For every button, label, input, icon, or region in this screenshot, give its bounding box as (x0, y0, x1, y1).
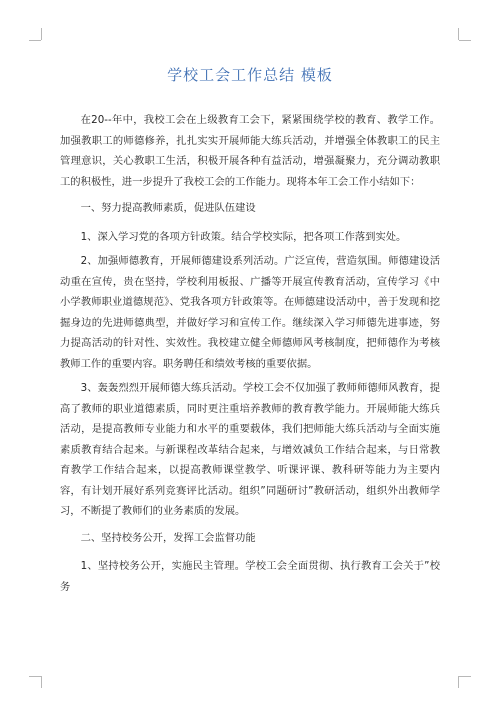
crop-mark-top-right-horizontal (459, 40, 471, 41)
crop-mark-top-left-horizontal (29, 40, 41, 41)
crop-mark-top-right-vertical (458, 28, 459, 40)
section-heading-2: 二、坚持校务公开，发挥工会监督功能 (80, 531, 256, 544)
document-title: 学校工会工作总结 模板 (167, 66, 333, 84)
crop-mark-bottom-left-vertical (41, 676, 42, 688)
document-body (60, 110, 440, 601)
crop-mark-bottom-left-horizontal (29, 676, 41, 677)
paragraph-1-1: 1、深入学习党的各项方针政策。结合学校实际，把各项工作落到实处。 (80, 230, 407, 243)
intro-paragraph: 在20--年中，我校工会在上级教育工会下，紧紧围绕学校的教育、教学工作。加强教职工的师德修养，扎扎实实开展师能大练兵活动，并增强全体教职工的民主管理意识，关心教职工生活，积极开展各种有益活动，增强凝聚力，充分调动教职工的积极性，进一步提升了我校工会的工作能力。现将本年工会工作小结如下： (60, 114, 440, 188)
crop-mark-bottom-right-vertical (458, 676, 459, 688)
section-heading-1: 一、努力提高教师素质，促进队伍建设 (80, 202, 256, 214)
paragraph-1-3: 3、轰轰烈烈开展师德大练兵活动。学校工会不仅加强了教师师德师风教育，提高了教师的职业道德素质，同时更注重培养教师的教育教学能力。开展师能大练兵活动，是提高教师专业能力和水平的重要载体，我们把师能大练兵活动与全面实施素质教育结合起来。与新课程改革结合起来，与增效减负工作结合起来，与日常教育教学工作结合起来，以提高教师课堂教学、听课评课、教科研等能力为主要内容，有计划开展好系列竞赛评比活动。组织”同题研讨”教研活动，组织外出教师学习，不断提了教师们的业务素质的发展。 (60, 382, 440, 517)
crop-mark-bottom-right-horizontal (459, 676, 471, 677)
crop-mark-top-left-vertical (41, 28, 42, 40)
paragraph-1-2: 2、加强师德教育，开展师德建设系列活动。广泛宣传，营造氛围。师德建设活动重在宣传，贵在坚持，学校利用板报、广播等开展宣传教育活动，宣传学习《中小学教师职业道德规范》、党我各项方针政策等。在师德建设活动中，善于发现和挖掘身边的先进师德典型，并做好学习和宣传工作。继续深入学习师德先进事迹，努力提高活动的针对性、实效性。我校建立健全师德师风考核制度，把师德作为考核教师工作的重要内容。职务聘任和绩效考核的重要依据。 (60, 255, 440, 370)
paragraph-2-1: 1、坚持校务公开，实施民主管理。学校工会全面贯彻、执行教育工会关于”校务 (60, 560, 440, 593)
